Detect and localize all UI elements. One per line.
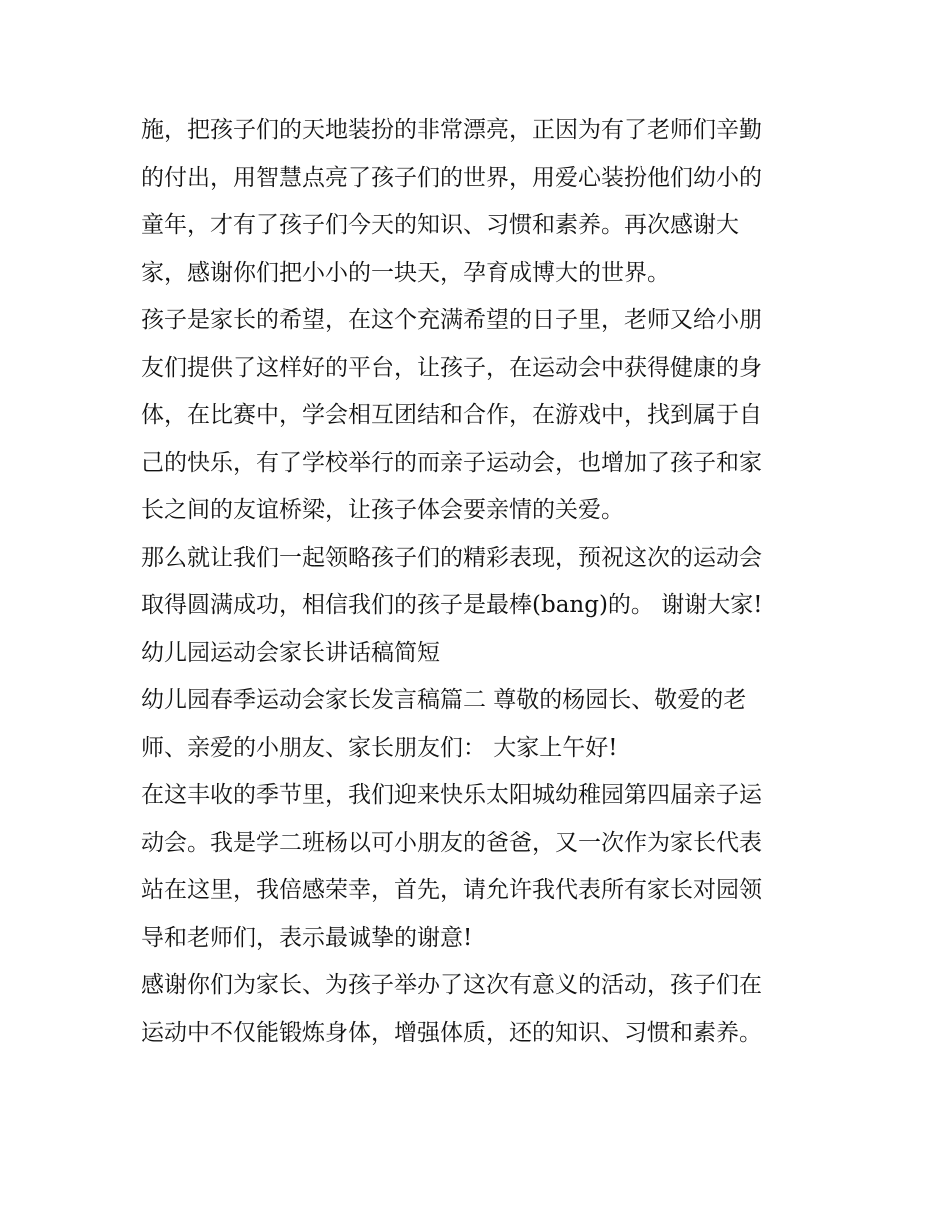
text-line: 站在这里，我倍感荣幸，首先，请允许我代表所有家长对园领: [141, 877, 762, 903]
text-line: 的付出，用智慧点亮了孩子们的世界，用爱心装扮他们幼小的: [141, 164, 762, 191]
text-line: 童年，才有了孩子们今天的知识、习惯和素养。再次感谢大: [141, 212, 739, 238]
text-line: 取得圆满成功，相信我们的孩子是最棒(bang)的。 谢谢大家!: [141, 592, 763, 618]
text-line: 幼儿园春季运动会家长发言稿篇二 尊敬的杨园长、敬爱的老: [141, 687, 747, 713]
text-line: 导和老师们，表示最诚挚的谢意!: [141, 924, 473, 951]
text-line: 家，感谢你们把小小的一块天，孕育成博大的世界。: [141, 259, 670, 286]
text-line: 长之间的友谊桥梁，让孩子体会要亲情的关爱。: [141, 497, 624, 523]
text-line: 体，在比赛中，学会相互团结和合作，在游戏中，找到属于自: [141, 402, 762, 428]
text-line: 师、亲爱的小朋友、家长朋友们： 大家上午好!: [141, 734, 618, 761]
section-heading: 幼儿园运动会家长讲话稿简短: [141, 639, 440, 666]
text-line: 那么就让我们一起领略孩子们的精彩表现，预祝这次的运动会: [141, 544, 762, 571]
text-line: 孩子是家长的希望，在这个充满希望的日子里，老师又给小朋: [141, 307, 762, 333]
text-line: 己的快乐，有了学校举行的而亲子运动会，也增加了孩子和家: [141, 449, 762, 476]
text-line: 运动中不仅能锻炼身体，增强体质，还的知识、习惯和素养。: [141, 1019, 762, 1046]
text-line: 友们提供了这样好的平台，让孩子，在运动会中获得健康的身: [141, 354, 762, 381]
text-line: 动会。我是学二班杨以可小朋友的爸爸，又一次作为家长代表: [141, 829, 762, 856]
text-line: 感谢你们为家长、为孩子举办了这次有意义的活动，孩子们在: [141, 972, 762, 998]
text-line: 在这丰收的季节里，我们迎来快乐太阳城幼稚园第四届亲子运: [141, 782, 762, 808]
text-line: 施，把孩子们的天地装扮的非常漂亮，正因为有了老师们辛勤: [141, 117, 762, 143]
body-text: [141, 107, 841, 1057]
